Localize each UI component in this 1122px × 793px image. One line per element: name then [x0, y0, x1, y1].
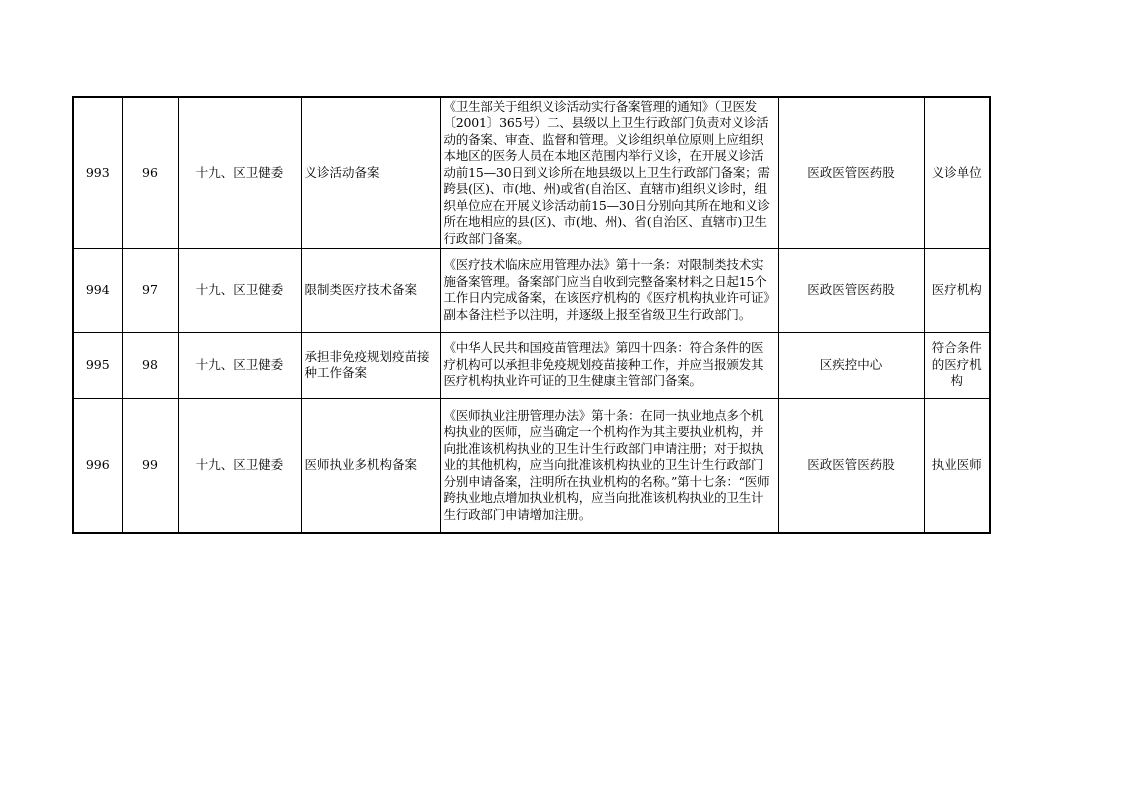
target-object-cell: 执业医师	[924, 398, 990, 533]
department-cell: 十九、区卫健委	[178, 332, 301, 398]
department-cell: 十九、区卫健委	[178, 248, 301, 332]
row-number-cell: 995	[73, 332, 122, 398]
item-index-cell: 98	[122, 332, 178, 398]
row-number-cell: 993	[73, 97, 122, 248]
item-name-cell: 义诊活动备案	[301, 97, 440, 248]
target-object-cell: 医疗机构	[924, 248, 990, 332]
row-number-cell: 994	[73, 248, 122, 332]
item-name-cell: 承担非免疫规划疫苗接种工作备案	[301, 332, 440, 398]
department-cell: 十九、区卫健委	[178, 97, 301, 248]
responsible-office-cell: 医政医管医药股	[778, 398, 924, 533]
item-index-cell: 96	[122, 97, 178, 248]
filing-items-table	[72, 96, 991, 534]
item-name-cell: 医师执业多机构备案	[301, 398, 440, 533]
item-index-cell: 97	[122, 248, 178, 332]
legal-basis-cell: 《医疗技术临床应用管理办法》第十一条：对限制类技术实施备案管理。备案部门应当自收到完整备案材料之日起15个工作日内完成备案，在该医疗机构的《医疗机构执业许可证》副本备注栏予以注明，并逐级上报至省级卫生行政部门。	[440, 248, 778, 332]
legal-basis-cell: 《卫生部关于组织义诊活动实行备案管理的通知》（卫医发〔2001〕365号）二、县级以上卫生行政部门负责对义诊活动的备案、审查、监督和管理。义诊组织单位原则上应组织本地区的医务人员在本地区范围内举行义诊，在开展义诊活动前15—30日到义诊所在地县级以上卫生行政部门备案；需跨县(区)、市(地、州)或省(自治区、直辖市)组织义诊时，组织单位应在开展义诊活动前15—30日分别向其所在地和义诊所在地相应的县(区)、市(地、州)、省(自治区、直辖市)卫生行政部门备案。	[440, 97, 778, 248]
table-row	[73, 248, 990, 332]
responsible-office-cell: 医政医管医药股	[778, 97, 924, 248]
responsible-office-cell: 区疾控中心	[778, 332, 924, 398]
item-index-cell: 99	[122, 398, 178, 533]
table-row	[73, 398, 990, 533]
department-cell: 十九、区卫健委	[178, 398, 301, 533]
legal-basis-cell: 《中华人民共和国疫苗管理法》第四十四条：符合条件的医疗机构可以承担非免疫规划疫苗接种工作，并应当报颁发其医疗机构执业许可证的卫生健康主管部门备案。	[440, 332, 778, 398]
legal-basis-cell: 《医师执业注册管理办法》第十条：在同一执业地点多个机构执业的医师，应当确定一个机构作为其主要执业机构，并向批准该机构执业的卫生计生行政部门申请注册；对于拟执业的其他机构，应当向批准该机构执业的卫生计生行政部门分别申请备案，注明所在执业机构的名称。”第十七条：“医师跨执业地点增加执业机构，应当向批准该机构执业的卫生计生行政部门申请增加注册。	[440, 398, 778, 533]
responsible-office-cell: 医政医管医药股	[778, 248, 924, 332]
table-row	[73, 332, 990, 398]
target-object-cell: 符合条件的医疗机构	[924, 332, 990, 398]
row-number-cell: 996	[73, 398, 122, 533]
item-name-cell: 限制类医疗技术备案	[301, 248, 440, 332]
target-object-cell: 义诊单位	[924, 97, 990, 248]
table-row	[73, 97, 990, 248]
